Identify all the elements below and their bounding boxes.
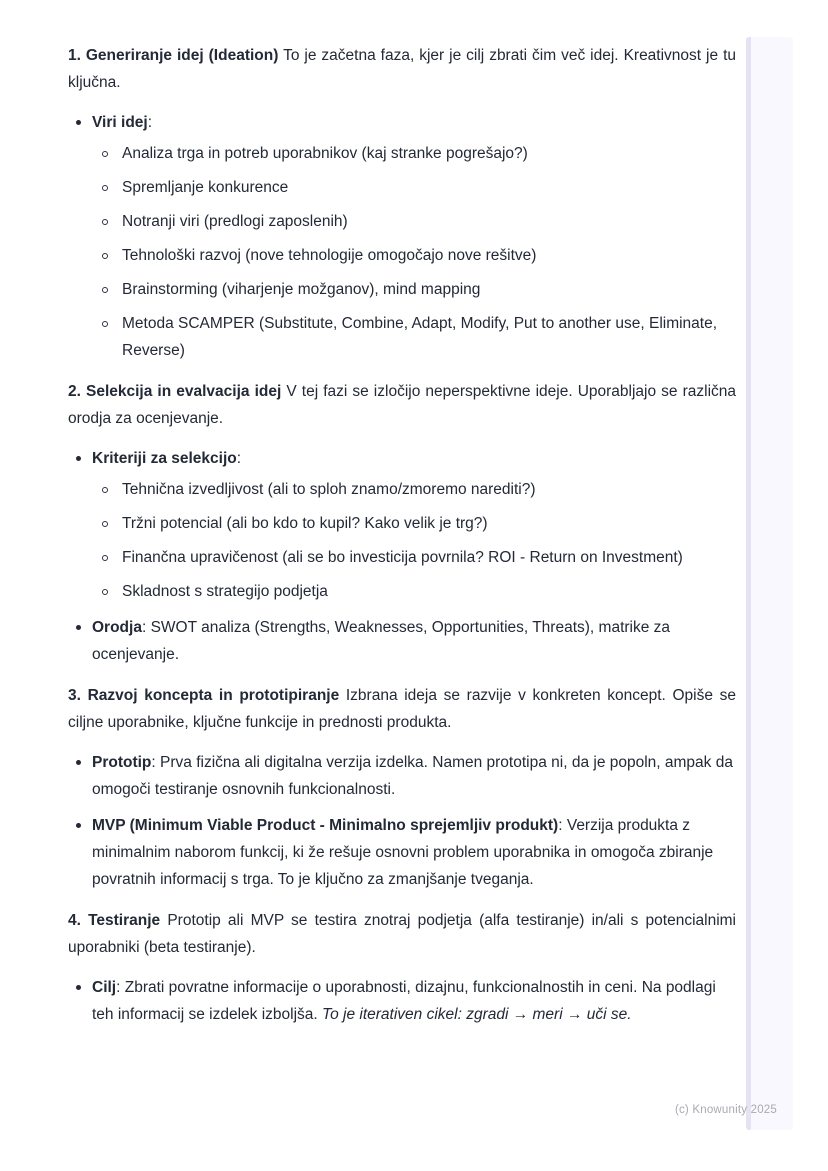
document-body (68, 42, 736, 1028)
list-item-label: Kriteriji za selekcijo (92, 450, 237, 467)
section-1-paragraph (68, 42, 736, 96)
sub-list-item: Analiza trga in potreb uporabnikov (kaj stranke pogrešajo?) (92, 140, 736, 167)
bullet-icon (68, 614, 92, 641)
section-2-heading: 2. Selekcija in evalvacija idej (68, 383, 282, 400)
sub-list-item: Tehnična izvedljivost (ali to sploh znamo/zmoremo narediti?) (92, 476, 736, 503)
sub-list (92, 140, 736, 364)
circle-bullet-icon (92, 208, 122, 235)
italic-note: To je iterativen cikel: zgradi → meri → uči se. (322, 1006, 632, 1023)
list-item-label: Cilj (92, 979, 117, 996)
list-item: Cilj: Zbrati povratne informacije o uporabnosti, dizajnu, funkcionalnostih in ceni. Na podlagi teh informacij se izdelek izboljša. To je iterativen cikel: zgradi → meri → uči se. (68, 974, 736, 1028)
circle-bullet-icon (92, 242, 122, 269)
section-1-text: To je začetna faza, kjer je cilj zbrati čim več idej. Kreativnost je tu ključna. (68, 47, 736, 91)
section-4-heading: 4. Testiranje (68, 912, 161, 929)
section-2-paragraph (68, 378, 736, 432)
bullet-icon (68, 445, 92, 472)
section-4-list (68, 974, 736, 1028)
list-item-label: Viri idej (92, 114, 148, 131)
list-item-label: MVP (Minimum Viable Product - Minimalno sprejemljiv produkt) (92, 817, 559, 834)
bullet-icon (68, 812, 92, 839)
circle-bullet-icon (92, 276, 122, 303)
next-page-edge (746, 37, 793, 1130)
section-4-paragraph (68, 907, 736, 961)
bullet-icon (68, 974, 92, 1001)
list-item: Viri idej: Analiza trga in potreb uporabnikov (kaj stranke pogrešajo?) Spremljanje konkurence Notranji viri (predlogi zaposlenih) Tehnološki razvoj (nove tehnologije omogočajo nove rešitve) Brainstorming (viharjenje možganov), mind mapping Metoda SCAMPER (Substitute, Combine, Adapt, Modify, Put to another use, Eliminate, Reverse) (68, 109, 736, 364)
section-2-list (68, 445, 736, 668)
section-4-text: Prototip ali MVP se testira znotraj podjetja (alfa testiranje) in/ali s potencialnimi uporabniki (beta testiranje). (68, 912, 737, 956)
section-3-list (68, 749, 736, 893)
sub-list-item: Skladnost s strategijo podjetja (92, 578, 736, 605)
list-item: Prototip: Prva fizična ali digitalna verzija izdelka. Namen prototipa ni, da je popoln, ampak da omogoči testiranje osnovnih funkcionalnosti. (68, 749, 736, 803)
section-2-text: V tej fazi se izločijo neperspektivne ideje. Uporabljajo se različna orodja za ocenjevanje. (68, 383, 737, 427)
section-1-heading: 1. Generiranje idej (Ideation) (68, 47, 279, 64)
sub-list-item: Notranji viri (predlogi zaposlenih) (92, 208, 736, 235)
circle-bullet-icon (92, 310, 122, 337)
list-item: Kriteriji za selekcijo: Tehnična izvedljivost (ali to sploh znamo/zmoremo narediti?) Tržni potencial (ali bo kdo to kupil? Kako velik je trg?) Finančna upravičenost (ali se bo investicija povrnila? ROI - Return on Investment) Skladnost s strategijo podjetja (68, 445, 736, 605)
list-item: Orodja: SWOT analiza (Strengths, Weaknesses, Opportunities, Threats), matrike za ocenjevanje. (68, 614, 736, 668)
list-item-label: Prototip (92, 754, 152, 771)
sub-list-item: Spremljanje konkurence (92, 174, 736, 201)
circle-bullet-icon (92, 544, 122, 571)
circle-bullet-icon (92, 476, 122, 503)
section-1-list (68, 109, 736, 364)
circle-bullet-icon (92, 578, 122, 605)
sub-list-item: Finančna upravičenost (ali se bo investicija povrnila? ROI - Return on Investment) (92, 544, 736, 571)
sub-list-item: Tehnološki razvoj (nove tehnologije omogočajo nove rešitve) (92, 242, 736, 269)
copyright-footer: (c) Knowunity 2025 (674, 1104, 777, 1116)
sub-list (92, 476, 736, 605)
sub-list-item: Tržni potencial (ali bo kdo to kupil? Kako velik je trg?) (92, 510, 736, 537)
list-item-label: Orodja (92, 619, 142, 636)
list-item: MVP (Minimum Viable Product - Minimalno sprejemljiv produkt): Verzija produkta z minimalnim naborom funkcij, ki že rešuje osnovni problem uporabnika in omogoča zbiranje povratnih informacij s trga. To je ključno za zmanjšanje tveganja. (68, 812, 736, 893)
bullet-icon (68, 749, 92, 776)
sub-list-item: Brainstorming (viharjenje možganov), mind mapping (92, 276, 736, 303)
circle-bullet-icon (92, 174, 122, 201)
section-3-text: Izbrana ideja se razvije v konkreten koncept. Opiše se ciljne uporabnike, ključne funkcije in prednosti produkta. (68, 687, 736, 731)
bullet-icon (68, 109, 92, 136)
section-3-heading: 3. Razvoj koncepta in prototipiranje (68, 687, 340, 704)
circle-bullet-icon (92, 510, 122, 537)
circle-bullet-icon (92, 140, 122, 167)
sub-list-item: Metoda SCAMPER (Substitute, Combine, Adapt, Modify, Put to another use, Eliminate, Reverse) (92, 310, 736, 364)
section-3-paragraph (68, 682, 736, 736)
